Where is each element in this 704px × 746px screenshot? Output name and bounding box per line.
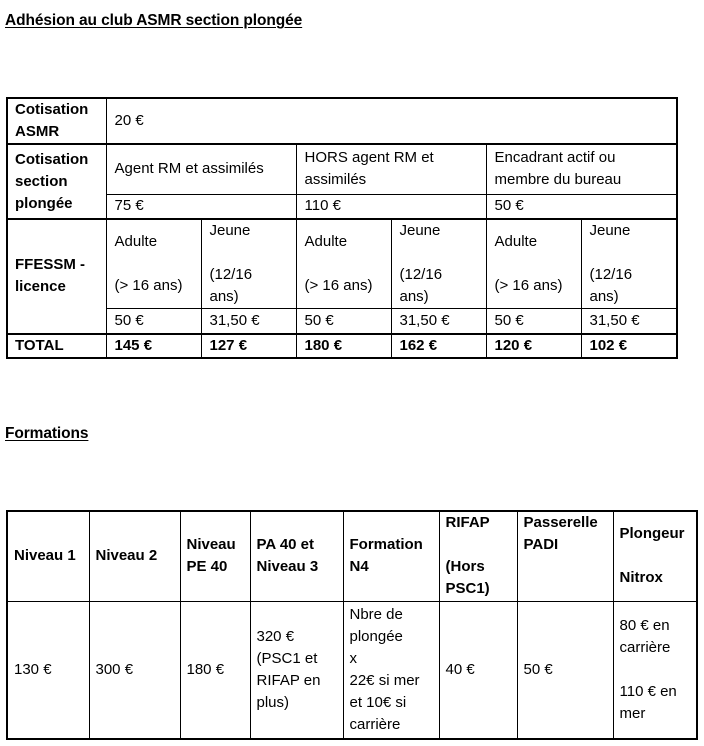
ffessm-price: 31,50 €: [391, 309, 486, 334]
total-value: 180 €: [296, 334, 391, 358]
ffessm-adulte-3: [486, 219, 581, 309]
total-value: 145 €: [106, 334, 201, 358]
text-line: (> 16 ans): [304, 277, 373, 294]
text-line: (12/16: [399, 266, 443, 283]
section-title-formations: Formations: [5, 425, 89, 442]
price-hors-agent-rm: 110 €: [296, 194, 486, 219]
spacer: [115, 253, 193, 275]
spacer: [590, 242, 669, 264]
price-formation-n4: [343, 601, 439, 739]
text-line: PADI: [523, 536, 559, 553]
text-line: Jeune: [399, 222, 441, 239]
row-total: [7, 334, 677, 358]
text-line: HORS agent RM et: [304, 149, 434, 167]
section-title-adhesion: Adhésion au club ASMR section plongée: [5, 12, 303, 29]
header-plongeur-nitrox: [613, 511, 697, 601]
text-line: RIFAP en: [256, 671, 321, 689]
category-encadrant: [486, 144, 677, 194]
label-line: ASMR: [15, 123, 60, 140]
text-line: (Hors: [445, 558, 485, 575]
spacer: [210, 242, 288, 264]
text-line: plongée: [349, 627, 403, 645]
price-pa40-niveau3: [250, 601, 343, 739]
text-line: carrière: [619, 638, 671, 656]
formations-table: [6, 510, 698, 740]
text-line: N4: [349, 558, 369, 576]
price-niveau-1: 130 €: [7, 601, 89, 739]
total-value: 120 €: [486, 334, 581, 358]
text-line: Adulte: [304, 233, 348, 250]
price-niveau-2: 300 €: [89, 601, 180, 739]
text-line: 22€ si mer: [349, 671, 420, 689]
formations-header-row: [7, 511, 697, 601]
price-plongeur-nitrox: [613, 601, 697, 739]
text-line: Encadrant actif ou: [494, 149, 616, 167]
text-line: Plongeur: [619, 525, 685, 543]
text-line: PE 40: [186, 558, 228, 576]
category-agent-rm: Agent RM et assimilés: [106, 144, 296, 194]
text-line: mer: [619, 704, 646, 722]
label-line: FFESSM -: [15, 256, 85, 274]
text-line: membre du bureau: [494, 171, 622, 189]
ffessm-jeune-2: [391, 219, 486, 309]
text-line: PA 40 et: [256, 536, 315, 554]
text-line: Jeune: [209, 222, 251, 239]
text-line: et 10€ si: [349, 693, 407, 711]
header-rifap: [439, 511, 517, 601]
value-cotisation-asmr: 20 €: [106, 98, 677, 144]
header-pa40-niveau3: [250, 511, 343, 601]
membership-fees-table: [6, 97, 678, 359]
text-line: (> 16 ans): [494, 277, 563, 294]
text-line: Formation: [349, 536, 423, 554]
text-line: Nbre de: [349, 605, 403, 623]
label-ffessm-licence: [7, 219, 106, 334]
text-line: Passerelle: [523, 514, 598, 531]
ffessm-adulte-2: [296, 219, 391, 309]
text-line: carrière: [349, 715, 401, 733]
spacer: [620, 659, 691, 681]
label-line: Cotisation: [15, 150, 89, 168]
label-line: section: [15, 172, 68, 190]
header-niveau-pe40: [180, 511, 250, 601]
header-formation-n4: [343, 511, 439, 601]
formations-price-row: [7, 601, 697, 739]
ffessm-price: 50 €: [486, 309, 581, 334]
ffessm-adulte-1: [106, 219, 201, 309]
text-line: x: [349, 649, 357, 667]
row-section-prices: [7, 194, 677, 219]
category-hors-agent-rm: [296, 144, 486, 194]
text-line: (12/16: [589, 266, 633, 283]
text-line: Niveau 3: [256, 558, 319, 576]
text-line: RIFAP: [445, 514, 490, 531]
text-line: Adulte: [114, 233, 158, 250]
text-line: Niveau: [186, 536, 236, 554]
text-line: (12/16: [209, 266, 253, 283]
text-line: 320 €: [256, 627, 295, 645]
text-line: 110 € en: [619, 682, 677, 700]
ffessm-price: 50 €: [296, 309, 391, 334]
row-section-categories: [7, 144, 677, 194]
label-cotisation-asmr: [7, 98, 106, 144]
label-line: licence: [15, 278, 66, 296]
price-niveau-pe40: 180 €: [180, 601, 250, 739]
spacer: [400, 242, 478, 264]
label-total: TOTAL: [7, 334, 106, 358]
text-line: Jeune: [589, 222, 631, 239]
text-line: (PSC1 et: [256, 649, 318, 667]
text-line: ans): [209, 288, 239, 305]
spacer: [620, 545, 691, 567]
header-passerelle-padi: [517, 511, 613, 601]
text-line: Adulte: [494, 233, 538, 250]
spacer: [495, 253, 573, 275]
row-ffessm-prices: [7, 309, 677, 334]
header-niveau-1: Niveau 1: [7, 511, 89, 601]
header-niveau-2: Niveau 2: [89, 511, 180, 601]
ffessm-price: 31,50 €: [581, 309, 677, 334]
spacer: [305, 253, 383, 275]
label-line: Cotisation: [15, 101, 89, 118]
text-line: ans): [399, 288, 429, 305]
spacer: [446, 534, 511, 556]
total-value: 127 €: [201, 334, 296, 358]
ffessm-jeune-1: [201, 219, 296, 309]
text-line: (> 16 ans): [114, 277, 183, 294]
total-value: 162 €: [391, 334, 486, 358]
text-line: ans): [589, 288, 619, 305]
text-line: 80 € en: [619, 616, 670, 634]
ffessm-price: 50 €: [106, 309, 201, 334]
price-encadrant: 50 €: [486, 194, 677, 219]
row-cotisation-asmr: [7, 98, 677, 144]
ffessm-jeune-3: [581, 219, 677, 309]
ffessm-price: 31,50 €: [201, 309, 296, 334]
label-line: plongée: [15, 194, 73, 212]
price-agent-rm: 75 €: [106, 194, 296, 219]
text-line: PSC1): [445, 580, 490, 597]
total-value: 102 €: [581, 334, 677, 358]
text-line: assimilés: [304, 171, 367, 189]
price-rifap: 40 €: [439, 601, 517, 739]
label-cotisation-section: [7, 144, 106, 219]
row-ffessm-categories: [7, 219, 677, 309]
text-line: Nitrox: [619, 569, 663, 587]
text-line: plus): [256, 693, 290, 711]
price-passerelle-padi: 50 €: [517, 601, 613, 739]
